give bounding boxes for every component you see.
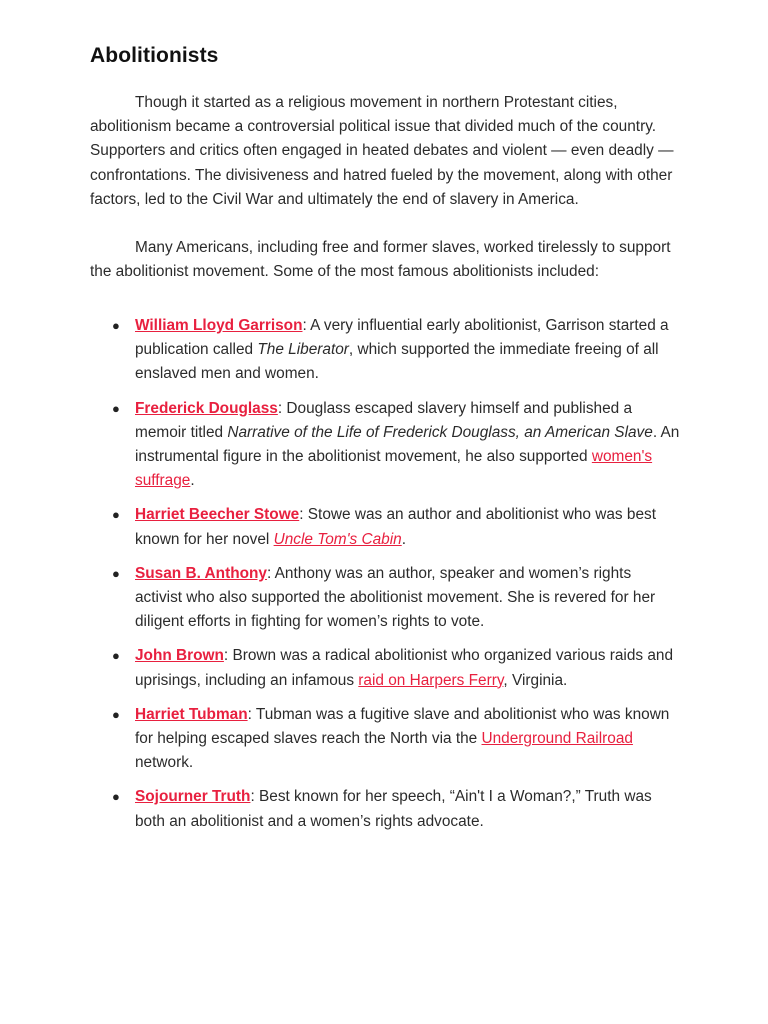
item-italic-title: The Liberator	[257, 341, 349, 359]
item-text: : Douglass escaped slavery himself and published a memoir titled	[135, 399, 633, 441]
bullet-icon: ●	[112, 400, 120, 416]
bullet-icon: ●	[112, 706, 120, 722]
link-italic-text: Uncle Tom's Cabin	[273, 530, 402, 548]
item-text: : A very influential early abolitionist, Garrison started a publication called	[135, 317, 669, 359]
bullet-icon: ●	[112, 318, 120, 333]
link-susan-b-anthony[interactable]: Susan B. Anthony	[135, 564, 267, 582]
bullet-icon: ●	[112, 565, 120, 581]
link-john-brown[interactable]: John Brown	[135, 647, 224, 665]
list-item	[90, 644, 680, 692]
link-william-lloyd-garrison[interactable]: William Lloyd Garrison	[135, 317, 303, 334]
second-paragraph: Many Americans, including free and former slaves, worked tirelessly to support the abolitionist movement. Some of the most famous abolitionists included:	[90, 239, 671, 281]
item-text: : Anthony was an author, speaker and women’s rights activist who also supported the abolitionist movement. She is revered for her diligent efforts in fighting for women’s rights to vote.	[135, 564, 656, 631]
link-harriet-tubman[interactable]: Harriet Tubman	[135, 705, 248, 723]
item-text: , Virginia.	[503, 671, 568, 689]
link-harriet-beecher-stowe[interactable]: Harriet Beecher Stowe	[135, 506, 300, 524]
list-item	[90, 785, 680, 833]
link-raid-on-harpers-ferry[interactable]: raid on Harpers Ferry	[358, 671, 504, 689]
item-italic-title: Narrative of the Life of Frederick Douglass, an American Slave	[227, 423, 653, 441]
intro-paragraph: Though it started as a religious movement in northern Protestant cities, abolitionism became a controversial political issue that divided much of the country. Supporters and critics often engaged in heated debates and violent — even deadly — confrontations. The divisiveness and hatred fueled by the movement, along with other factors, led to the Civil War and ultimately the end of slavery in America.	[90, 94, 674, 208]
bullet-icon: ●	[112, 507, 120, 523]
item-text: .	[401, 530, 406, 548]
list-item	[90, 562, 680, 635]
item-text: : Brown was a radical abolitionist who organized various raids and uprisings, including an infamous	[135, 647, 674, 689]
item-text: . An instrumental figure in the abolitionist movement, he also supported	[135, 423, 680, 466]
item-text: network.	[135, 754, 194, 772]
link-uncle-toms-cabin[interactable]	[274, 531, 402, 548]
item-text: , which supported the immediate freeing of all enslaved men and women.	[135, 341, 659, 383]
item-text: .	[190, 472, 195, 490]
bullet-icon: ●	[112, 789, 120, 805]
list-item	[90, 397, 680, 494]
link-sojourner-truth[interactable]: Sojourner Truth	[135, 788, 251, 806]
link-womens-suffrage[interactable]: women's suffrage	[135, 448, 653, 490]
link-frederick-douglass[interactable]: Frederick Douglass	[135, 399, 278, 417]
item-text: : Stowe was an author and abolitionist who was best known for her novel	[135, 506, 656, 548]
item-text: : Tubman was a fugitive slave and abolitionist who was known for helping escaped slaves reach the North via the	[135, 705, 670, 748]
list-item	[90, 503, 680, 551]
link-underground-railroad[interactable]: Underground Railroad	[481, 730, 633, 748]
list-item	[90, 314, 680, 387]
bullet-icon: ●	[112, 648, 120, 664]
abolitionist-list	[90, 314, 680, 844]
list-item	[90, 703, 680, 776]
page-title: Abolitionists	[90, 44, 219, 67]
item-text: : Best known for her speech, “Ain't I a Woman?,” Truth was both an abolitionist and a women’s rights advocate.	[135, 788, 652, 830]
